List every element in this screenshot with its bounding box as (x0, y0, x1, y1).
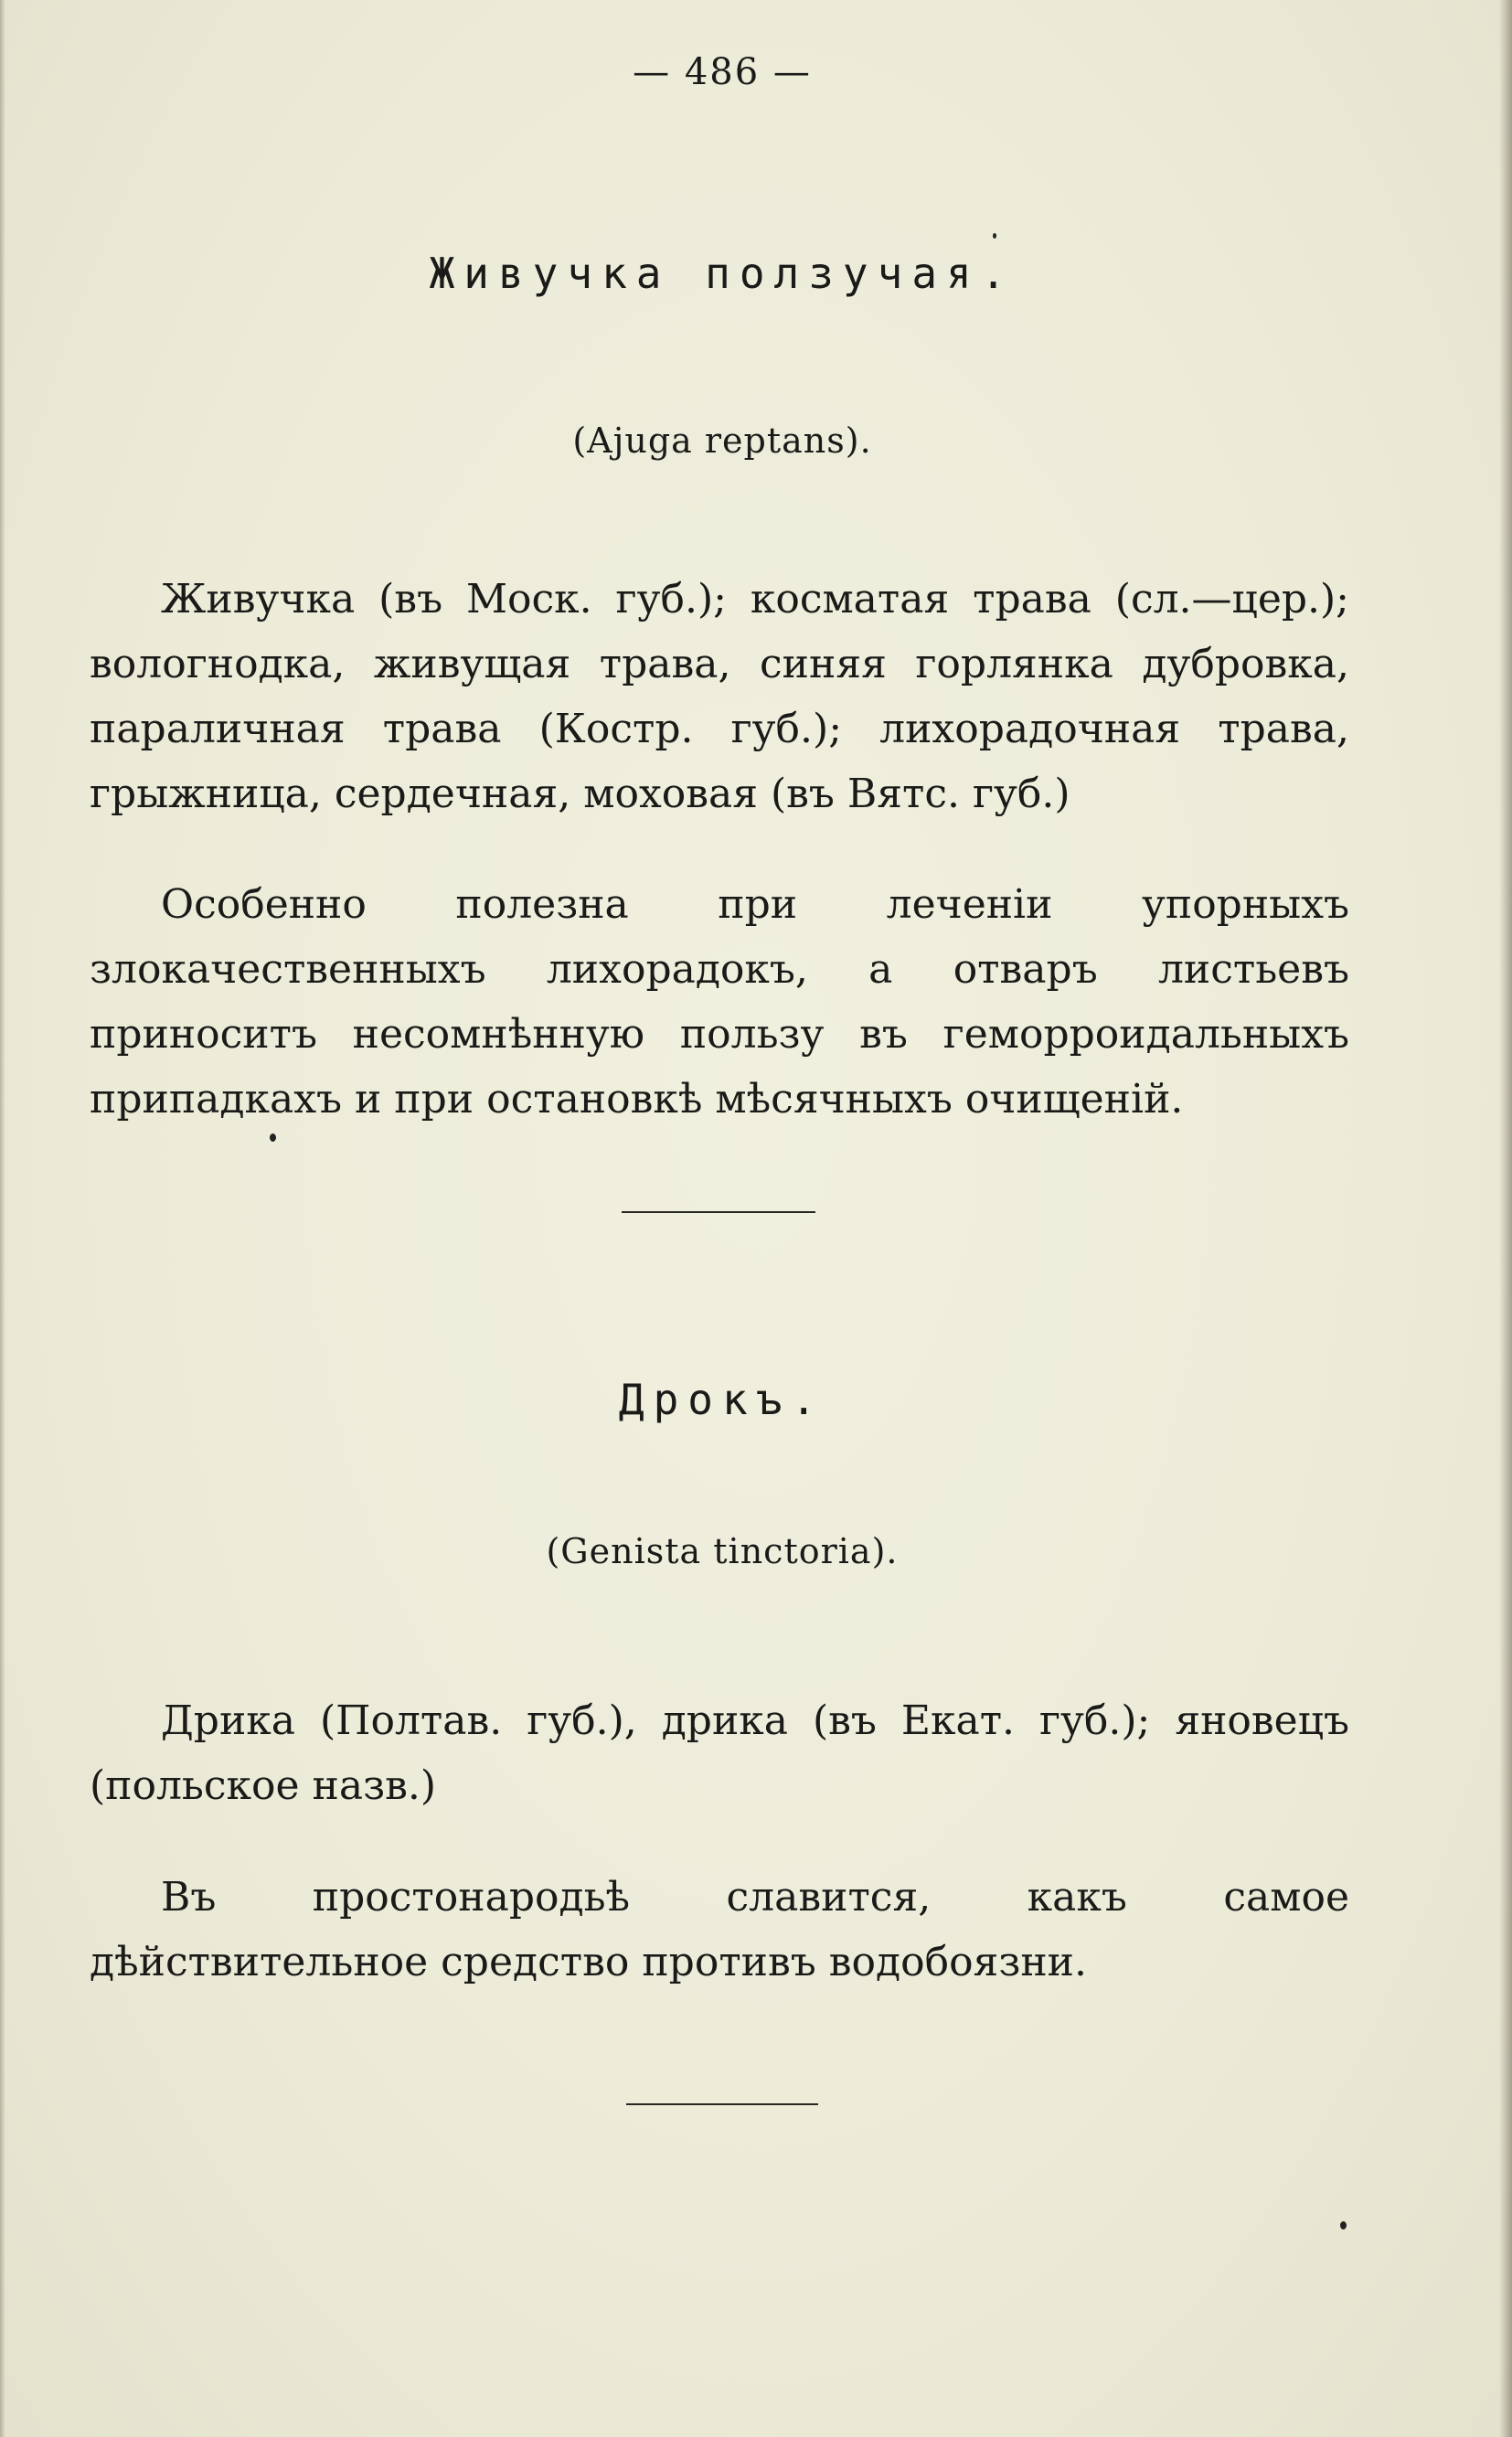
entry-body-genista (90, 1688, 1349, 1818)
page-left-edge (0, 0, 5, 2437)
page-right-edge (1499, 0, 1512, 2437)
entry-body-ajuga (90, 567, 1349, 826)
entry-paragraph: Особенно полезна при леченіи упорныхъ злокачественныхъ лихорадокъ, а отваръ листьевъ приноситъ несомнѣнную пользу въ геморроидальныхъ припадкахъ и при остановкѣ мѣсячныхъ очищеній. (90, 881, 1349, 1123)
entry-heading-genista: Дрокъ. (618, 1375, 826, 1424)
entry-heading-ajuga: Живучка ползучая. (429, 249, 1016, 298)
entry-body-ajuga-usage (90, 872, 1349, 1132)
entry-latin-name-ajuga: (Ajuga reptans). (572, 420, 872, 461)
entry-paragraph: Дрика (Полтав. губ.), дрика (въ Екат. губ.); яновецъ (польское назв.) (90, 1697, 1349, 1809)
entry-paragraph: Въ простонародьѣ славится, какъ самое дѣйствительное средство противъ водобоязни. (90, 1874, 1349, 1985)
ink-speck (1340, 2221, 1347, 2229)
ink-speck (270, 1133, 276, 1142)
entry-body-genista-usage (90, 1865, 1349, 1995)
section-divider (626, 2103, 818, 2105)
page-number: — 486 — (633, 51, 812, 93)
ink-speck (993, 233, 996, 239)
entry-paragraph: Живучка (въ Моск. губ.); косматая трава (сл.—цер.); вологнодка, живущая трава, синяя горлянка дубровка, параличная трава (Костр. губ.); лихорадочная трава, грыжница, сердечная, моховая (въ Вятс. губ.) (90, 576, 1349, 817)
entry-latin-name-genista: (Genista tinctoria). (546, 1531, 899, 1571)
section-divider (622, 1211, 815, 1213)
